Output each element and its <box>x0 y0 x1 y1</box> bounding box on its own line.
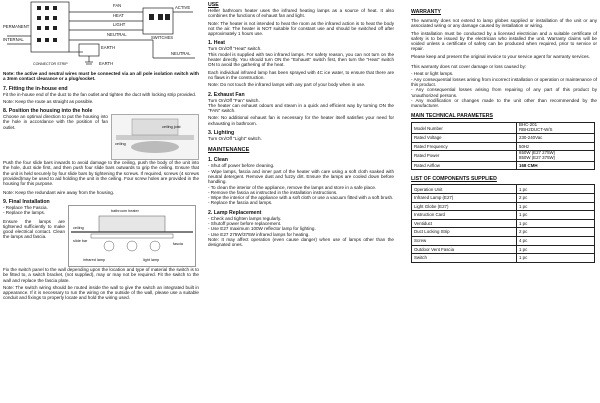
component-name: Instruction Card <box>412 211 517 220</box>
param-name: Model Number <box>412 123 517 134</box>
label-internal: INTERNAL <box>3 37 24 42</box>
table-row <box>412 236 595 245</box>
label-earth-2: EARTH <box>99 61 114 66</box>
table-row <box>412 211 595 220</box>
wiring-note: Note: the active and neutral wires must be connected via an all pole isolation switch with a 3mm contact clearance or a plug/socket. <box>3 71 199 82</box>
table-row <box>412 161 595 170</box>
column-use-maintenance <box>208 0 394 250</box>
component-name: Duct Locking Strip <box>412 228 517 237</box>
clean-item: - Wipe lamps, fascia and inner part of the heater with care using a soft cloth soaked with neutral detergent. Remove dust and fuzzy dirt. Ensure the lamps are cooled down before handling. <box>208 168 394 185</box>
wiring-diagram-drawing <box>3 0 199 68</box>
section-8-title: 8. Position the housing into the hole <box>3 108 93 115</box>
component-qty: 1 pc <box>517 219 595 228</box>
final-install-figure <box>68 205 196 267</box>
param-name: Rated Voltage <box>412 134 517 143</box>
lamp-item: - Use E27 275W/375W infrared lamps for heating. <box>208 231 310 237</box>
section-7-title: 7. Fitting the in-house end <box>3 85 68 92</box>
column-warranty-specs <box>411 0 597 263</box>
component-qty: 1 pc <box>517 254 595 263</box>
fig9-label-infrared-lamp: infrared lamp <box>83 257 106 262</box>
wire-label-fan: FAN <box>113 3 122 8</box>
clean-item: - Wipe the interior of the appliance with a soft cloth or use a vacuum fitted with a soft brush. <box>208 195 394 201</box>
fig9-label-fascia: fascia <box>173 241 183 246</box>
component-qty: 1 pc <box>517 245 595 254</box>
components-title: LIST OF COMPONENTS SUPPLIED <box>411 176 497 183</box>
section-7-note: Note: Keep the route as straight as possible. <box>3 98 94 104</box>
component-qty: 2 pc <box>517 194 595 203</box>
heat-subtitle: Turn On/Off "Heat" switch. <box>208 46 262 52</box>
section-9-note: Note: The switch wiring should be routed inside the wall to give the switch an integrated built in appearance. If it is necessary to run the wiring on the outside of the wall, please use a suitable conduit and fixings to properly locate and hold the wiring used. <box>3 284 199 301</box>
section-9-title: 9. Final Installation <box>3 198 50 205</box>
clean-item: - Shut off power before cleaning. <box>208 163 275 169</box>
maintenance-title: MAINTENANCE <box>208 147 250 154</box>
table-row <box>412 219 595 228</box>
warranty-text-2: The installation must be conducted by a licensed electrician and a suitable certificate of safety is to be issued by the electrician who installed the unit. Warranty claims will be voided unless a certificate of safety can be produced when required, prior to service or repair. <box>411 30 597 52</box>
lamp-item: - Check and tighten lamps regularly. <box>208 215 282 221</box>
param-name: Rated Frequency <box>412 142 517 151</box>
section-9-text-2: Fix the switch panel to the wall depending upon the location and type of material the switch is to be fitted to, a switch bracket, (not supplied), may or may not be required. Fit the switch to the wall and replace the fascia plate. <box>3 266 199 283</box>
component-qty: 2 pc <box>517 228 595 237</box>
component-name: Operation Unit <box>412 185 517 194</box>
param-value: 50Hz <box>517 142 595 151</box>
warranty-text-1: The warranty does not extend to lamp globes supplied or installation of the unit or any associated wiring or any damage caused by installation or wiring. <box>411 18 597 29</box>
component-qty: 1 pc <box>517 185 595 194</box>
component-qty: 4 pc <box>517 236 595 245</box>
heat-text: This model is supplied with two infrared lamps. For safety reason, you can not turn on the heater directly. You should turn ON the "Exhaust" switch first, then turn the "Heat" switch ON to avoid the gathering of the heat. <box>208 51 394 68</box>
section-8-body <box>3 114 199 160</box>
use-text: Heller bathroom heater uses the infrared heating lamps as a source of heat. It also combines the functions of exhaust fan and light. <box>208 8 394 19</box>
table-row <box>412 228 595 237</box>
section-9-body <box>3 205 199 267</box>
warranty-title: WARRANTY <box>411 9 441 15</box>
use-note: Note: The heater is not intended to heat the room as the infrared action is to heat the body not the air. The heater is NOT suitable for constant use and should be switched off after approximately 1 hours use. <box>208 20 394 37</box>
clean-item: - Remove the fascia as instructed in the installation instructions. <box>208 189 338 195</box>
wire-label-light: LIGHT <box>113 22 126 27</box>
component-name: Ventiduct <box>412 219 517 228</box>
warranty-exclusion: - Any modification or changes made to the unit other than recommended by the manufacturer. <box>411 97 597 109</box>
table-row <box>412 123 595 134</box>
component-name: Outdoor Vent Fascia <box>412 245 517 254</box>
fig9-label-ceiling: ceiling <box>73 225 84 230</box>
fan-title: 2. Exhaust Fan <box>208 91 245 98</box>
wire-label-active: ACTIVE <box>175 5 191 10</box>
fan-note: Note: No additional exhaust fan is necessary for the heater itself satisfies your need for exhausting in bathroom. <box>208 115 394 126</box>
table-row <box>412 194 595 203</box>
heat-title: 1. Heat <box>208 40 226 47</box>
heat-note: Note: Do not touch the infrared lamps with any part of your body when in use. <box>208 82 366 88</box>
lamp-item: - Use E27 maximum 100W reflector lamp for lighting. <box>208 226 316 232</box>
section-8-text: Push the four slide bars inwards to avoid damage to the ceiling, push the body of the unit into the hole, duct side first, and then push four slide bars outwards to grip the ceiling. Ensure that the unit is held securely by four slide bars by tightening the screws. If required, screws (4 screws provided)may be used to aid holding the unit in the ceiling. Four screw holes are provided in the housing for this purpose. <box>3 160 199 187</box>
warranty-exclusion: - Any consequential losses arising from repairing of any part of this product by 'unauthorized persons. <box>411 87 597 98</box>
section-8-intro: Choose an optimal direction to put the housing into the hole in accordance with the position of fan outlet. <box>3 114 108 130</box>
component-name: Infrared Lamp (E27) <box>412 194 517 203</box>
section-8-note: Note: Keep the redundant wire away from the housing. <box>3 189 115 195</box>
param-name: Rated Power <box>412 151 517 162</box>
clean-title: 1. Clean <box>208 157 228 164</box>
fig9-label-slide-bar: slide bar <box>73 238 88 243</box>
param-value: 650W (E27 275W) 850W (E27 375W) <box>517 151 595 162</box>
fan-subtitle: Turn On/Off "Fan" switch. <box>208 97 260 103</box>
table-row <box>412 254 595 263</box>
fig9-label-bathroom-heater: bathroom heater <box>111 208 139 213</box>
light-title: 3. Lighting <box>208 130 235 137</box>
fig9-label-light-lamp: light lamp <box>143 257 160 262</box>
heat-text-2: Each individual infrared lamp has been sprayed with 4C ice water, to ensure that there are no flaws in the construction. <box>208 69 394 80</box>
tech-params-table <box>411 122 595 170</box>
table-row <box>412 134 595 143</box>
component-name: Screw <box>412 236 517 245</box>
lamp-item: - Shutoff power before replacement. <box>208 221 282 227</box>
fan-text: The heater can exhaust odours and steam in a quick and efficient way by turning ON the "FAN" switch. <box>208 102 394 114</box>
light-subtitle: Turn On/Off "Light" switch. <box>208 136 262 142</box>
table-row <box>412 185 595 194</box>
lamp-title: 2. Lamp Replacement <box>208 209 262 216</box>
param-value: 230-240Vac <box>517 134 595 143</box>
fig8-label-joist: ceiling joist <box>162 125 181 130</box>
param-value: BHC-201 RBH2DUCT-W/S <box>517 123 595 134</box>
table-row <box>412 245 595 254</box>
section-9-item-1: - Replace The Fascia. <box>3 204 48 210</box>
warranty-exclusion: - Heat or light lamps. <box>411 71 454 77</box>
component-name: Light Globe (E27) <box>412 202 517 211</box>
label-permanent: PERMANENT <box>3 24 30 29</box>
param-value: 168 CMH <box>517 161 595 170</box>
lamp-note: Note: It may affect operation (even cause danger) when use of lamps other than the designated ones. <box>208 236 394 248</box>
component-qty: 1 pc <box>517 202 595 211</box>
table-row <box>412 142 595 151</box>
section-7-text: Fit the in-house end of the duct to the fan outlet and tighten the duct with locking strip provided. <box>3 91 197 97</box>
component-name: Switch <box>412 254 517 263</box>
components-table <box>411 184 595 262</box>
table-row <box>412 202 595 211</box>
label-earth: EARTH <box>101 45 116 50</box>
ceiling-illustration <box>112 115 198 159</box>
component-qty: 1 pc <box>517 211 595 220</box>
clean-item: - Replace the fascia and lamps. <box>208 200 273 206</box>
label-switches: SWITCHES <box>151 35 174 40</box>
final-install-illustration <box>69 206 195 266</box>
label-neutral-2: NEUTRAL <box>171 51 191 56</box>
label-connector-strip: CONNECTOR STRIP <box>33 62 68 66</box>
tech-params-title: MAIN TECHNICAL PARAMETERS <box>411 113 493 120</box>
warranty-text-3: Please keep and present the original invoice to your service agent for warranty services. <box>411 53 590 59</box>
wire-label-heat: HEAT <box>113 13 124 18</box>
use-title: USE <box>208 2 219 8</box>
clean-item: - To clean the interior of the appliance, remove the lamps and store in a safe place. <box>208 184 377 190</box>
section-9-text-1: Ensure the lamps are tightened sufficiently to make good electrical contact. Clean the lamps and fascia. <box>3 218 65 240</box>
column-installation <box>3 0 199 303</box>
ceiling-figure <box>111 114 199 160</box>
wire-label-neutral: NEUTRAL <box>107 32 127 37</box>
warranty-exclusion: - Any consequential losses arising from incorrect installation or operation or maintenance of this product. <box>411 76 597 87</box>
wiring-diagram <box>3 0 199 68</box>
table-row <box>412 151 595 162</box>
warranty-text-4: This warranty does not cover damage or loss caused by: <box>411 64 527 70</box>
section-9-item-2: - Replace the lamps. <box>3 210 46 216</box>
fig8-label-ceiling: ceiling <box>115 142 126 147</box>
param-name: Rated Airflow <box>412 161 517 170</box>
